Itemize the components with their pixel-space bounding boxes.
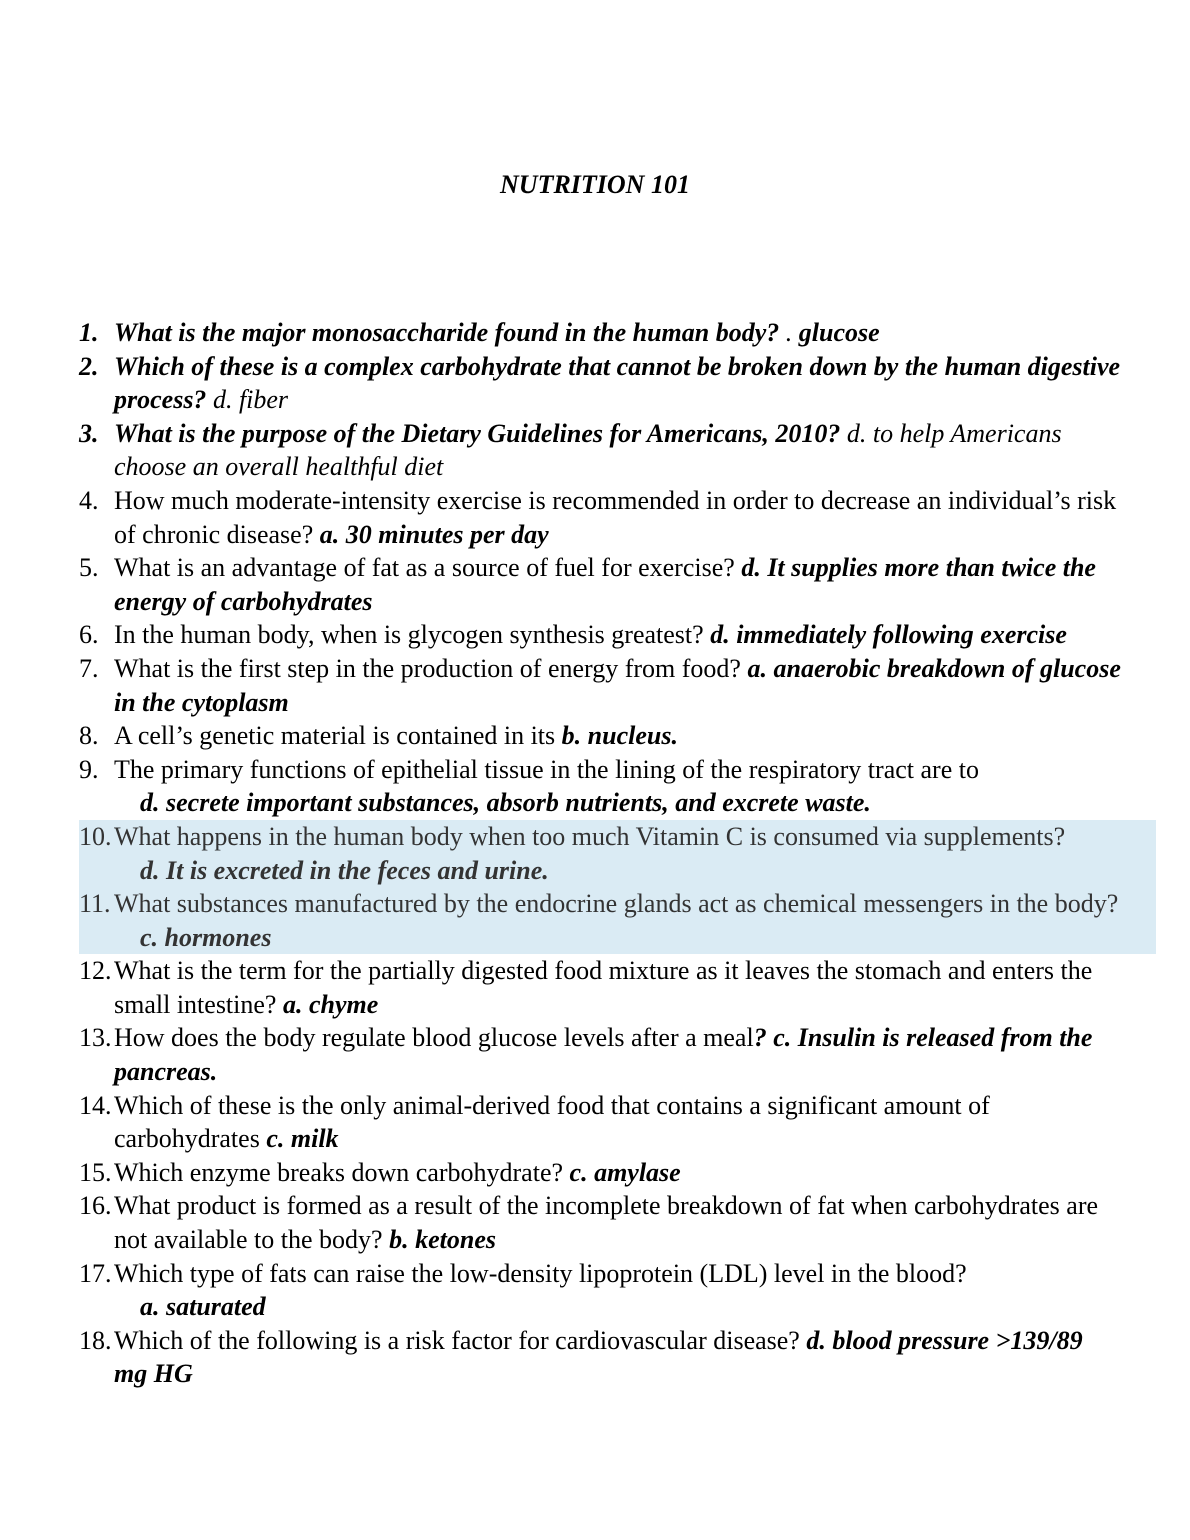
answer-text: d. blood pressure >139/89 mg HG: [114, 1325, 1083, 1389]
item-number: 12.: [79, 956, 112, 986]
question-text: Which of the following is a risk factor for cardiovascular disease?: [114, 1325, 807, 1355]
list-item-highlighted: [79, 820, 1156, 887]
answer-text: d. immediately following exercise: [710, 620, 1067, 650]
item-number: 7.: [79, 653, 99, 683]
answer-text: c. amylase: [569, 1157, 681, 1187]
item-number: 6.: [79, 620, 99, 650]
question-text: What is the purpose of the Dietary Guidelines for Americans, 2010?: [114, 418, 841, 448]
answer-text: c. milk: [266, 1124, 339, 1154]
question-text: A cell’s genetic material is contained in its: [114, 721, 562, 751]
item-number: 8.: [79, 721, 99, 751]
answer-text: b. ketones: [389, 1225, 496, 1255]
question-text: What is the major monosaccharide found in the human body?: [114, 318, 780, 347]
item-number: 18.: [79, 1325, 112, 1355]
answer-text: a. chyme: [282, 989, 379, 1019]
question-text: Which of these is a complex carbohydrate that cannot be broken down by the human digestive process?: [114, 351, 1121, 415]
item-number: 9.: [79, 754, 99, 784]
answer-text: d. It supplies more than twice the energy of carbohydrates: [114, 553, 1096, 616]
item-number: 16.: [79, 1191, 112, 1221]
list-item: [79, 1324, 1121, 1391]
item-number: 2.: [79, 351, 99, 381]
item-number: 11.: [79, 889, 111, 919]
question-text: The primary functions of epithelial tissue in the lining of the respiratory tract are to: [114, 754, 979, 784]
answer-text: d. It is excreted in the feces and urine.: [140, 855, 549, 885]
item-number: 13.: [79, 1023, 112, 1053]
list-item: [79, 753, 1121, 820]
list-item: [79, 484, 1121, 551]
list-item: [79, 417, 1121, 484]
question-text: Which enzyme breaks down carbohydrate?: [114, 1157, 570, 1187]
answer-text: a. anaerobic breakdown of glucose in the cytoplasm: [114, 653, 1121, 717]
list-item: [79, 719, 1121, 753]
question-text: What product is formed as a result of the incomplete breakdown of fat when carbohydrates are not available to the body?: [114, 1191, 1099, 1255]
answer-text: d. to help Americans choose an overall healthful diet: [114, 418, 1062, 482]
list-item: [79, 652, 1121, 719]
question-text: Which type of fats can raise the low-density lipoprotein (LDL) level in the blood?: [114, 1258, 967, 1288]
item-number: 5.: [79, 553, 99, 583]
list-item: [79, 316, 1121, 350]
list-item: [79, 551, 1121, 618]
list-item: [79, 350, 1121, 417]
list-item: [79, 1156, 1121, 1190]
answer-text: c. hormones: [140, 922, 272, 952]
item-number: 15.: [79, 1157, 112, 1187]
answer-text: a. 30 minutes per day: [319, 519, 549, 549]
answer-text: d. fiber: [206, 385, 289, 415]
answer-text: glucose: [798, 318, 880, 347]
question-text: What is an advantage of fat as a source of fuel for exercise?: [114, 553, 742, 583]
question-text: How much moderate-intensity exercise is recommended in order to decrease an individual’s risk of chronic disease?: [114, 485, 1117, 549]
list-item: [79, 954, 1121, 1021]
question-text: What is the first step in the production of energy from food?: [114, 653, 748, 683]
item-number: 17.: [79, 1258, 112, 1288]
item-number: 1.: [79, 318, 99, 347]
answer-text: d. secrete important substances, absorb nutrients, and excrete waste.: [140, 788, 871, 818]
page-title: NUTRITION 101: [500, 170, 690, 199]
question-text: Which of these is the only animal-derived food that contains a significant amount of carbohydrates: [114, 1090, 990, 1154]
question-text: What substances manufactured by the endocrine glands act as chemical messengers in the body?: [114, 889, 1119, 919]
answer-separator: .: [779, 318, 799, 347]
answer-text: a. saturated: [140, 1292, 266, 1322]
item-number: 14.: [79, 1090, 112, 1120]
list-item: [79, 1089, 1121, 1156]
list-item: [79, 1257, 1121, 1324]
question-text: What happens in the human body when too much Vitamin C is consumed via supplements?: [114, 821, 1066, 851]
list-item: [79, 1021, 1121, 1088]
item-number: 10.: [79, 821, 112, 851]
question-text: In the human body, when is glycogen synthesis greatest?: [114, 620, 711, 650]
item-number: 4.: [79, 485, 99, 515]
list-item: [79, 1189, 1121, 1256]
item-number: 3.: [79, 418, 99, 448]
list-item: [79, 618, 1121, 652]
list-item-highlighted: [79, 887, 1156, 954]
question-text: What is the term for the partially digested food mixture as it leaves the stomach and enters the small intestine?: [114, 956, 1093, 1019]
answer-text: b. nucleus.: [561, 721, 678, 751]
question-text: How does the body regulate blood glucose levels after a meal: [114, 1023, 754, 1053]
answer-text: ? c. Insulin is released from the pancreas.: [114, 1023, 1093, 1087]
question-list: [79, 316, 1121, 1391]
